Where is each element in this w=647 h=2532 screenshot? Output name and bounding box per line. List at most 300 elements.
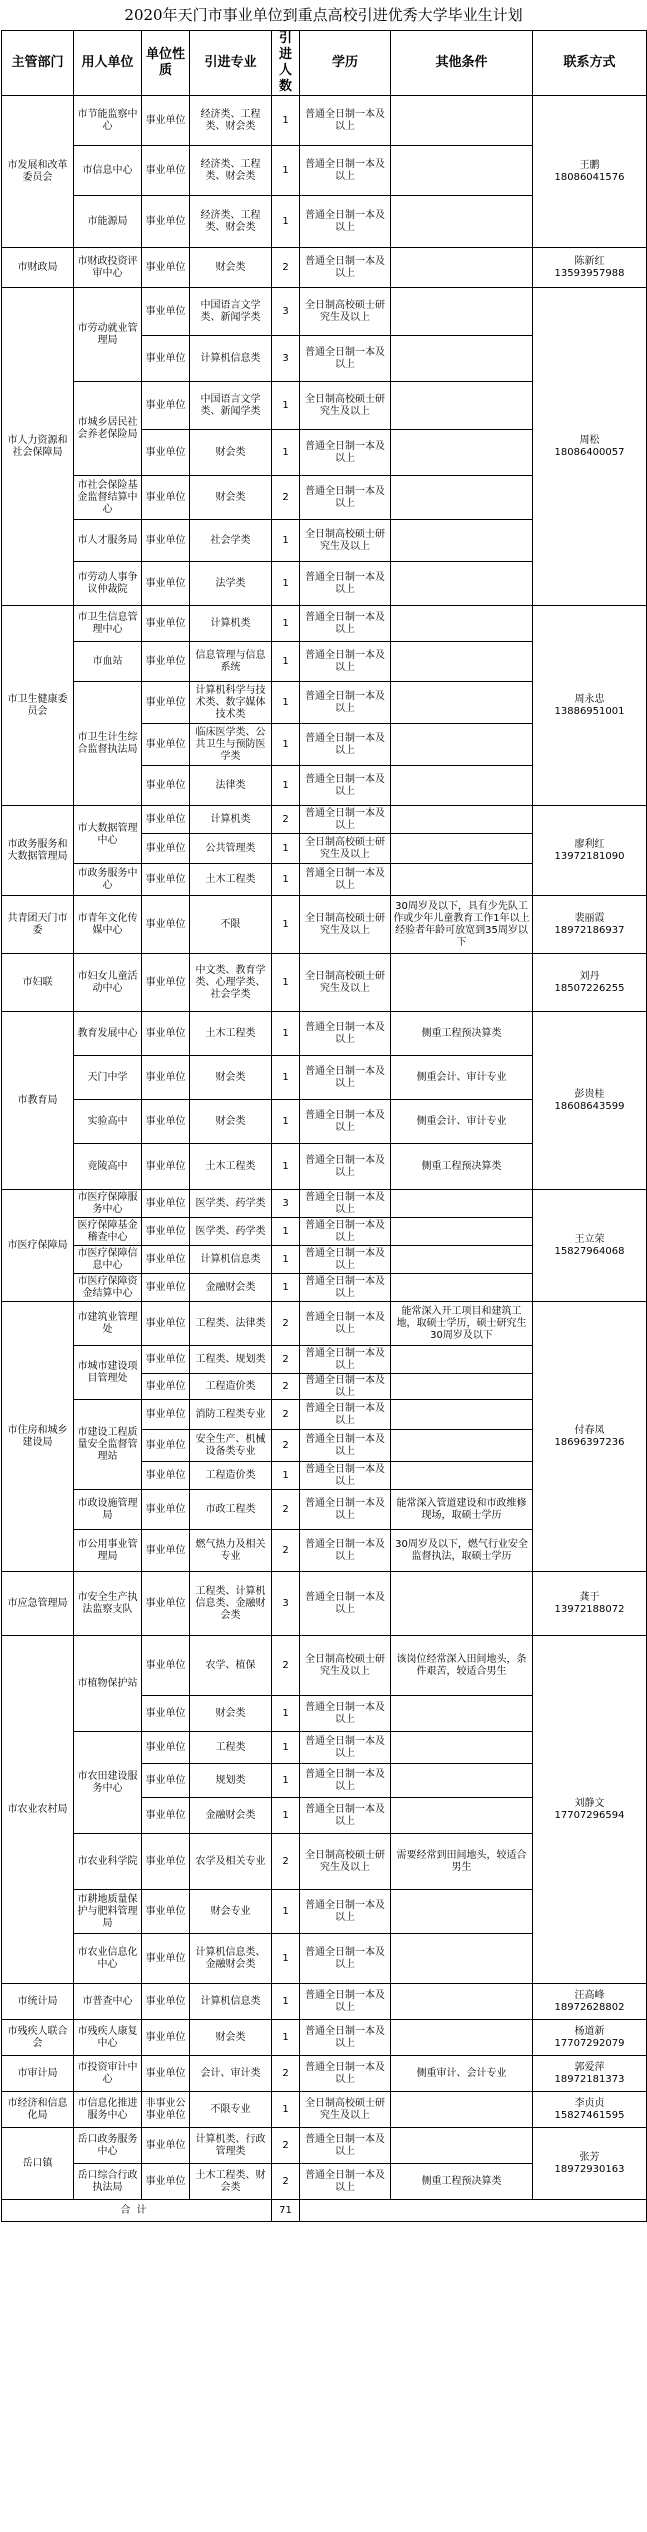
other-conditions-cell	[391, 1374, 533, 1400]
nature-cell: 非事业公事业单位	[142, 2092, 190, 2128]
other-conditions-cell	[391, 1274, 533, 1302]
table-row	[2, 1012, 647, 1056]
education-cell: 普通全日制一本及以上	[300, 806, 391, 834]
nature-cell: 事业单位	[142, 2128, 190, 2164]
unit-cell: 市安全生产执法监察支队	[74, 1572, 142, 1636]
unit-cell: 竟陵高中	[74, 1144, 142, 1190]
other-conditions-cell: 侧重工程预决算类	[391, 2164, 533, 2200]
other-conditions-cell: 30周岁及以下，具有少先队工作或少年儿童教育工作1年以上经验者年龄可放宽到35周岁以下	[391, 896, 533, 954]
contact-cell: 李贞贞 15827461595	[533, 2092, 647, 2128]
department-cell: 市医疗保障局	[2, 1190, 74, 1302]
other-conditions-cell: 需要经常到田间地头，较适合男生	[391, 1834, 533, 1890]
nature-cell: 事业单位	[142, 476, 190, 520]
nature-cell: 事业单位	[142, 430, 190, 476]
education-cell: 普通全日制一本及以上	[300, 248, 391, 288]
count-cell: 2	[272, 1400, 300, 1430]
education-cell: 普通全日制一本及以上	[300, 146, 391, 196]
nature-cell: 事业单位	[142, 146, 190, 196]
other-conditions-cell	[391, 562, 533, 606]
count-cell: 1	[272, 1246, 300, 1274]
count-cell: 1	[272, 1984, 300, 2020]
nature-cell: 事业单位	[142, 896, 190, 954]
other-conditions-cell	[391, 336, 533, 382]
other-conditions-cell	[391, 1696, 533, 1732]
contact-cell: 刘静文 17707296594	[533, 1636, 647, 1984]
major-cell: 社会学类	[190, 520, 272, 562]
unit-cell: 市信息化推进服务中心	[74, 2092, 142, 2128]
other-conditions-cell	[391, 1400, 533, 1430]
education-cell: 普通全日制一本及以上	[300, 196, 391, 248]
nature-cell: 事业单位	[142, 2020, 190, 2056]
contact-cell: 彭贵桂 18608643599	[533, 1012, 647, 1190]
other-conditions-cell: 侧重会计、审计专业	[391, 1056, 533, 1100]
plan-body	[2, 96, 647, 2200]
count-cell: 1	[272, 1732, 300, 1764]
major-cell: 燃气热力及相关专业	[190, 1530, 272, 1572]
education-cell: 全日制高校硕士研究生及以上	[300, 288, 391, 336]
education-cell: 普通全日制一本及以上	[300, 2128, 391, 2164]
education-cell: 普通全日制一本及以上	[300, 642, 391, 682]
major-cell: 市政工程类	[190, 1490, 272, 1530]
other-conditions-cell	[391, 1934, 533, 1984]
count-cell: 1	[272, 1462, 300, 1490]
other-conditions-cell	[391, 288, 533, 336]
department-cell: 市政务服务和大数据管理局	[2, 806, 74, 896]
plan-table	[1, 30, 647, 2222]
total-label: 合计	[2, 2200, 272, 2222]
nature-cell: 事业单位	[142, 1346, 190, 1374]
other-conditions-cell	[391, 476, 533, 520]
other-conditions-cell	[391, 382, 533, 430]
contact-cell: 周永忠 13886951001	[533, 606, 647, 806]
department-cell: 共青团天门市委	[2, 896, 74, 954]
other-conditions-cell	[391, 606, 533, 642]
department-cell: 市统计局	[2, 1984, 74, 2020]
other-conditions-cell	[391, 1798, 533, 1834]
unit-cell: 岳口政务服务中心	[74, 2128, 142, 2164]
contact-cell: 王立荣 15827964068	[533, 1190, 647, 1302]
major-cell: 信息管理与信息系统	[190, 642, 272, 682]
count-cell: 1	[272, 1100, 300, 1144]
nature-cell: 事业单位	[142, 1462, 190, 1490]
unit-cell: 市青年文化传媒中心	[74, 896, 142, 954]
count-cell: 1	[272, 1218, 300, 1246]
unit-cell: 市农业信息化中心	[74, 1934, 142, 1984]
major-cell: 医学类、药学类	[190, 1218, 272, 1246]
other-conditions-cell	[391, 1984, 533, 2020]
major-cell: 经济类、工程类、财会类	[190, 96, 272, 146]
count-cell: 2	[272, 1834, 300, 1890]
major-cell: 不限专业	[190, 2092, 272, 2128]
count-cell: 1	[272, 864, 300, 896]
major-cell: 计算机科学与技术类、数字媒体技术类	[190, 682, 272, 724]
major-cell: 财会类	[190, 430, 272, 476]
nature-cell: 事业单位	[142, 1934, 190, 1984]
nature-cell: 事业单位	[142, 1144, 190, 1190]
unit-cell: 市财政投资评审中心	[74, 248, 142, 288]
count-cell: 1	[272, 606, 300, 642]
count-cell: 2	[272, 2128, 300, 2164]
contact-cell: 杨道新 17707292079	[533, 2020, 647, 2056]
education-cell: 全日制高校硕士研究生及以上	[300, 2092, 391, 2128]
unit-cell: 市劳动人事争议仲裁院	[74, 562, 142, 606]
count-cell: 1	[272, 2020, 300, 2056]
other-conditions-cell: 30周岁及以下，燃气行业安全监督执法，取硕士学历	[391, 1530, 533, 1572]
unit-cell: 市医疗保障信息中心	[74, 1246, 142, 1274]
contact-cell: 刘丹 18507226255	[533, 954, 647, 1012]
nature-cell: 事业单位	[142, 196, 190, 248]
education-cell: 普通全日制一本及以上	[300, 1302, 391, 1346]
education-cell: 普通全日制一本及以上	[300, 1462, 391, 1490]
count-cell: 2	[272, 2056, 300, 2092]
department-cell: 市应急管理局	[2, 1572, 74, 1636]
unit-cell: 市投资审计中心	[74, 2056, 142, 2092]
nature-cell: 事业单位	[142, 1274, 190, 1302]
education-cell: 全日制高校硕士研究生及以上	[300, 834, 391, 864]
count-cell: 1	[272, 196, 300, 248]
count-cell: 2	[272, 1346, 300, 1374]
education-cell: 普通全日制一本及以上	[300, 1798, 391, 1834]
nature-cell: 事业单位	[142, 1798, 190, 1834]
contact-cell: 王鹏 18086041576	[533, 96, 647, 248]
other-conditions-cell	[391, 1246, 533, 1274]
other-conditions-cell: 侧重审计、会计专业	[391, 2056, 533, 2092]
count-cell: 1	[272, 96, 300, 146]
department-cell: 市残疾人联合会	[2, 2020, 74, 2056]
nature-cell: 事业单位	[142, 1100, 190, 1144]
major-cell: 财会类	[190, 1056, 272, 1100]
major-cell: 计算机信息类	[190, 1984, 272, 2020]
other-conditions-cell	[391, 864, 533, 896]
col-header-contact: 联系方式	[533, 31, 647, 96]
education-cell: 全日制高校硕士研究生及以上	[300, 1636, 391, 1696]
education-cell: 普通全日制一本及以上	[300, 1346, 391, 1374]
col-header-education: 学历	[300, 31, 391, 96]
major-cell: 计算机信息类	[190, 1246, 272, 1274]
major-cell: 中国语言文学类、新闻学类	[190, 382, 272, 430]
nature-cell: 事业单位	[142, 1834, 190, 1890]
major-cell: 工程造价类	[190, 1374, 272, 1400]
major-cell: 计算机类	[190, 606, 272, 642]
unit-cell: 市农田建设服务中心	[74, 1732, 142, 1834]
nature-cell: 事业单位	[142, 642, 190, 682]
education-cell: 普通全日制一本及以上	[300, 1056, 391, 1100]
nature-cell: 事业单位	[142, 864, 190, 896]
count-cell: 1	[272, 724, 300, 766]
nature-cell: 事业单位	[142, 1732, 190, 1764]
major-cell: 财会类	[190, 476, 272, 520]
unit-cell: 市建筑业管理处	[74, 1302, 142, 1346]
nature-cell: 事业单位	[142, 606, 190, 642]
nature-cell: 事业单位	[142, 2164, 190, 2200]
major-cell: 计算机类、行政管理类	[190, 2128, 272, 2164]
unit-cell: 实验高中	[74, 1100, 142, 1144]
major-cell: 消防工程类专业	[190, 1400, 272, 1430]
department-cell: 市经济和信息化局	[2, 2092, 74, 2128]
education-cell: 普通全日制一本及以上	[300, 1572, 391, 1636]
nature-cell: 事业单位	[142, 1400, 190, 1430]
education-cell: 普通全日制一本及以上	[300, 1144, 391, 1190]
other-conditions-cell	[391, 766, 533, 806]
major-cell: 会计、审计类	[190, 2056, 272, 2092]
department-cell: 市农业农村局	[2, 1636, 74, 1984]
unit-cell: 市建设工程质量安全监督管理站	[74, 1400, 142, 1490]
major-cell: 土木工程类	[190, 1012, 272, 1056]
count-cell: 1	[272, 520, 300, 562]
unit-cell: 市普查中心	[74, 1984, 142, 2020]
education-cell: 普通全日制一本及以上	[300, 864, 391, 896]
unit-cell: 市劳动就业管理局	[74, 288, 142, 382]
education-cell: 普通全日制一本及以上	[300, 1190, 391, 1218]
major-cell: 金融财会类	[190, 1274, 272, 1302]
department-cell: 市教育局	[2, 1012, 74, 1190]
education-cell: 普通全日制一本及以上	[300, 1012, 391, 1056]
nature-cell: 事业单位	[142, 834, 190, 864]
department-cell: 市卫生健康委员会	[2, 606, 74, 806]
table-row	[2, 2092, 647, 2128]
count-cell: 1	[272, 562, 300, 606]
major-cell: 土木工程类	[190, 864, 272, 896]
other-conditions-cell	[391, 1190, 533, 1218]
count-cell: 2	[272, 806, 300, 834]
nature-cell: 事业单位	[142, 1890, 190, 1934]
major-cell: 计算机信息类、金融财会类	[190, 1934, 272, 1984]
other-conditions-cell	[391, 954, 533, 1012]
education-cell: 普通全日制一本及以上	[300, 724, 391, 766]
unit-cell: 市农业科学院	[74, 1834, 142, 1890]
count-cell: 2	[272, 1530, 300, 1572]
other-conditions-cell	[391, 642, 533, 682]
major-cell: 工程类、计算机信息类、金融财会类	[190, 1572, 272, 1636]
education-cell: 普通全日制一本及以上	[300, 606, 391, 642]
other-conditions-cell	[391, 2020, 533, 2056]
education-cell: 普通全日制一本及以上	[300, 2164, 391, 2200]
major-cell: 财会类	[190, 2020, 272, 2056]
education-cell: 全日制高校硕士研究生及以上	[300, 382, 391, 430]
count-cell: 1	[272, 146, 300, 196]
department-cell: 市财政局	[2, 248, 74, 288]
other-conditions-cell	[391, 96, 533, 146]
other-conditions-cell	[391, 834, 533, 864]
education-cell: 普通全日制一本及以上	[300, 1732, 391, 1764]
education-cell: 普通全日制一本及以上	[300, 2020, 391, 2056]
major-cell: 经济类、工程类、财会类	[190, 196, 272, 248]
count-cell: 1	[272, 896, 300, 954]
other-conditions-cell	[391, 1572, 533, 1636]
contact-cell: 张芳 18972930163	[533, 2128, 647, 2200]
table-row	[2, 1636, 647, 1696]
other-conditions-cell	[391, 430, 533, 476]
page-title: 2020年天门市事业单位到重点高校引进优秀大学毕业生计划	[124, 6, 523, 24]
unit-cell: 市社会保险基金监督结算中心	[74, 476, 142, 520]
contact-cell: 陈新红 13593957988	[533, 248, 647, 288]
count-cell: 2	[272, 1636, 300, 1696]
education-cell: 普通全日制一本及以上	[300, 1490, 391, 1530]
nature-cell: 事业单位	[142, 520, 190, 562]
unit-cell: 市信息中心	[74, 146, 142, 196]
education-cell: 普通全日制一本及以上	[300, 1696, 391, 1732]
other-conditions-cell	[391, 1346, 533, 1374]
unit-cell: 市节能监察中心	[74, 96, 142, 146]
count-cell: 2	[272, 1374, 300, 1400]
other-conditions-cell	[391, 1890, 533, 1934]
department-cell: 岳口镇	[2, 2128, 74, 2200]
count-cell: 1	[272, 1798, 300, 1834]
other-conditions-cell	[391, 2092, 533, 2128]
nature-cell: 事业单位	[142, 724, 190, 766]
unit-cell: 市政设施管理局	[74, 1490, 142, 1530]
other-conditions-cell	[391, 2128, 533, 2164]
unit-cell: 市政务服务中心	[74, 864, 142, 896]
unit-cell: 市妇女儿童活动中心	[74, 954, 142, 1012]
count-cell: 1	[272, 2092, 300, 2128]
nature-cell: 事业单位	[142, 1374, 190, 1400]
count-cell: 1	[272, 382, 300, 430]
major-cell: 土木工程类	[190, 1144, 272, 1190]
major-cell: 临床医学类、公共卫生与预防医学类	[190, 724, 272, 766]
unit-cell: 教育发展中心	[74, 1012, 142, 1056]
nature-cell: 事业单位	[142, 1696, 190, 1732]
unit-cell: 市残疾人康复中心	[74, 2020, 142, 2056]
col-header-unit: 用人单位	[74, 31, 142, 96]
table-row	[2, 96, 647, 146]
col-header-count: 引进人数	[272, 31, 300, 96]
count-cell: 2	[272, 1430, 300, 1462]
table-row	[2, 806, 647, 834]
major-cell: 安全生产、机械设备类专业	[190, 1430, 272, 1462]
count-cell: 1	[272, 834, 300, 864]
other-conditions-cell	[391, 1764, 533, 1798]
unit-cell: 市城乡居民社会养老保险局	[74, 382, 142, 476]
major-cell: 不限	[190, 896, 272, 954]
count-cell: 2	[272, 1302, 300, 1346]
total-count: 71	[272, 2200, 300, 2222]
education-cell: 普通全日制一本及以上	[300, 1274, 391, 1302]
nature-cell: 事业单位	[142, 1490, 190, 1530]
nature-cell: 事业单位	[142, 1984, 190, 2020]
other-conditions-cell	[391, 146, 533, 196]
education-cell: 全日制高校硕士研究生及以上	[300, 520, 391, 562]
unit-cell: 市城市建设项目管理处	[74, 1346, 142, 1400]
table-row	[2, 288, 647, 336]
education-cell: 全日制高校硕士研究生及以上	[300, 1834, 391, 1890]
other-conditions-cell	[391, 196, 533, 248]
nature-cell: 事业单位	[142, 1636, 190, 1696]
nature-cell: 事业单位	[142, 1302, 190, 1346]
unit-cell: 市医疗保障服务中心	[74, 1190, 142, 1218]
nature-cell: 事业单位	[142, 1190, 190, 1218]
department-cell: 市发展和改革委员会	[2, 96, 74, 248]
nature-cell: 事业单位	[142, 562, 190, 606]
department-cell: 市妇联	[2, 954, 74, 1012]
unit-cell: 市耕地质量保护与肥料管理局	[74, 1890, 142, 1934]
count-cell: 1	[272, 1696, 300, 1732]
other-conditions-cell: 该岗位经常深入田间地头，条件艰苦，较适合男生	[391, 1636, 533, 1696]
unit-cell: 医疗保障基金稽查中心	[74, 1218, 142, 1246]
col-header-other-conditions: 其他条件	[391, 31, 533, 96]
other-conditions-cell: 侧重工程预决算类	[391, 1012, 533, 1056]
major-cell: 法律类	[190, 766, 272, 806]
major-cell: 中文类、教育学类、心理学类、社会学类	[190, 954, 272, 1012]
major-cell: 法学类	[190, 562, 272, 606]
total-blank	[300, 2200, 647, 2222]
education-cell: 普通全日制一本及以上	[300, 1890, 391, 1934]
count-cell: 3	[272, 288, 300, 336]
other-conditions-cell	[391, 1218, 533, 1246]
table-row	[2, 2128, 647, 2164]
total-row	[2, 2200, 647, 2222]
other-conditions-cell: 侧重工程预决算类	[391, 1144, 533, 1190]
major-cell: 规划类	[190, 1764, 272, 1798]
education-cell: 普通全日制一本及以上	[300, 96, 391, 146]
count-cell: 1	[272, 430, 300, 476]
count-cell: 1	[272, 1012, 300, 1056]
nature-cell: 事业单位	[142, 1572, 190, 1636]
education-cell: 全日制高校硕士研究生及以上	[300, 954, 391, 1012]
other-conditions-cell	[391, 724, 533, 766]
header-row	[2, 31, 647, 96]
major-cell: 工程类	[190, 1732, 272, 1764]
unit-cell: 市卫生信息管理中心	[74, 606, 142, 642]
other-conditions-cell	[391, 1430, 533, 1462]
table-row	[2, 896, 647, 954]
contact-cell: 廖利红 13972181090	[533, 806, 647, 896]
nature-cell: 事业单位	[142, 2056, 190, 2092]
nature-cell: 事业单位	[142, 248, 190, 288]
unit-cell: 市公用事业管理局	[74, 1530, 142, 1572]
other-conditions-cell: 能常深入管道建设和市政维修现场，取硕士学历	[391, 1490, 533, 1530]
count-cell: 1	[272, 1764, 300, 1798]
col-header-major: 引进专业	[190, 31, 272, 96]
table-row	[2, 2020, 647, 2056]
other-conditions-cell	[391, 1732, 533, 1764]
major-cell: 财会类	[190, 1696, 272, 1732]
major-cell: 财会类	[190, 248, 272, 288]
major-cell: 财会专业	[190, 1890, 272, 1934]
unit-cell: 市植物保护站	[74, 1636, 142, 1732]
other-conditions-cell	[391, 1462, 533, 1490]
nature-cell: 事业单位	[142, 382, 190, 430]
count-cell: 1	[272, 1274, 300, 1302]
major-cell: 工程类、规划类	[190, 1346, 272, 1374]
contact-cell: 郭爱萍 18972181373	[533, 2056, 647, 2092]
nature-cell: 事业单位	[142, 954, 190, 1012]
count-cell: 1	[272, 1890, 300, 1934]
department-cell: 市人力资源和社会保障局	[2, 288, 74, 606]
contact-cell: 裴丽霞 18972186937	[533, 896, 647, 954]
education-cell: 普通全日制一本及以上	[300, 336, 391, 382]
contact-cell: 龚于 13972188072	[533, 1572, 647, 1636]
education-cell: 普通全日制一本及以上	[300, 1374, 391, 1400]
col-header-department: 主管部门	[2, 31, 74, 96]
nature-cell: 事业单位	[142, 806, 190, 834]
count-cell: 2	[272, 248, 300, 288]
major-cell: 计算机类	[190, 806, 272, 834]
count-cell: 1	[272, 682, 300, 724]
count-cell: 2	[272, 2164, 300, 2200]
nature-cell: 事业单位	[142, 1056, 190, 1100]
education-cell: 普通全日制一本及以上	[300, 562, 391, 606]
education-cell: 普通全日制一本及以上	[300, 1100, 391, 1144]
nature-cell: 事业单位	[142, 682, 190, 724]
education-cell: 全日制高校硕士研究生及以上	[300, 896, 391, 954]
major-cell: 工程造价类	[190, 1462, 272, 1490]
major-cell: 工程类、法律类	[190, 1302, 272, 1346]
unit-cell: 市血站	[74, 642, 142, 682]
education-cell: 普通全日制一本及以上	[300, 1530, 391, 1572]
other-conditions-cell	[391, 248, 533, 288]
table-row	[2, 1190, 647, 1218]
